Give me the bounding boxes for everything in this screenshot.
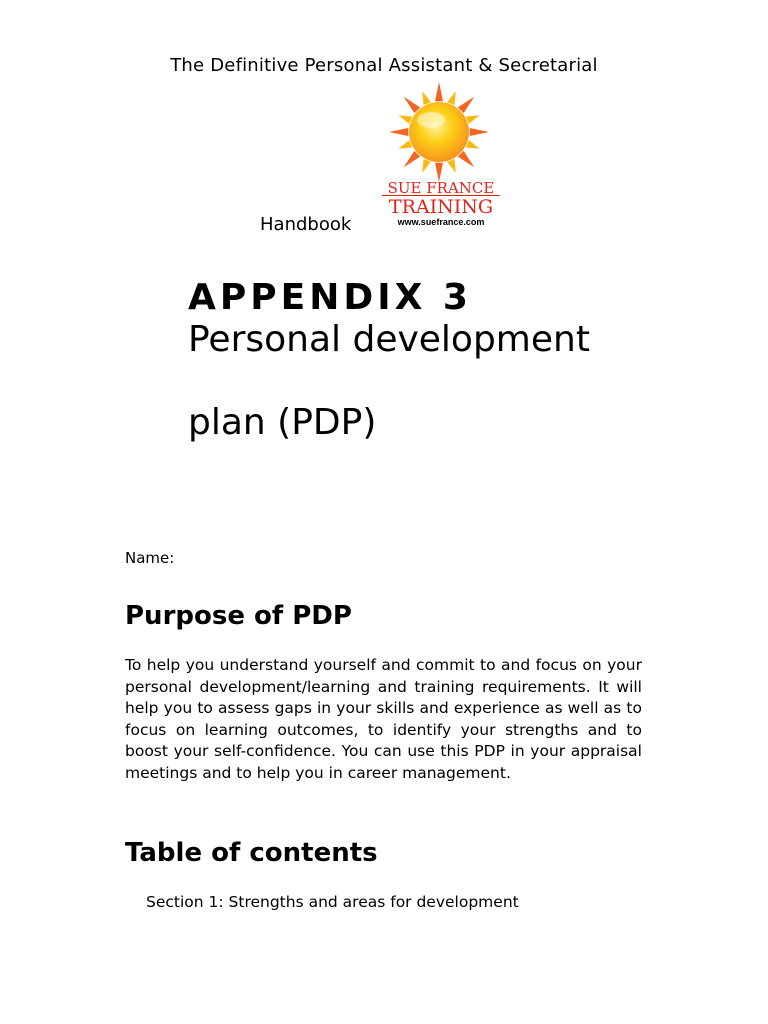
toc-item: Section 1: Strengths and areas for development: [146, 893, 519, 911]
sun-ray: [404, 97, 421, 114]
purpose-paragraph: To help you understand yourself and commit to and focus on your personal development/learning and training requirements. It will help you to assess gaps in your skills and experience as well as to focus on learning outcomes, to identify your strengths and to boost your self-confidence. You can use this PDP in your appraisal meetings and to help you in career management.: [125, 656, 642, 782]
sun-ray: [435, 82, 443, 101]
brand-website: www.suefrance.com: [397, 217, 485, 227]
sun-ray: [447, 91, 456, 105]
sun-ray: [470, 128, 489, 136]
sun-ray: [466, 140, 480, 149]
sun-ray: [404, 151, 421, 168]
sue-france-training-logo: [376, 80, 504, 232]
sun-ray: [458, 151, 475, 168]
sun-ray: [466, 115, 480, 124]
brand-name-line1: SUE FRANCE: [387, 179, 495, 197]
sun-ray: [398, 140, 412, 149]
pdp-title-line2: plan (PDP): [188, 402, 377, 443]
sun-ray: [458, 97, 475, 114]
appendix-title: APPENDIX 3: [188, 277, 472, 318]
brand-name-line2: TRAINING: [382, 195, 500, 218]
document-header-subtitle: Handbook: [260, 214, 352, 235]
toc-heading: Table of contents: [125, 838, 378, 868]
sun-ray: [447, 159, 456, 173]
sun-ray: [398, 115, 412, 124]
pdp-title-line1: Personal development: [188, 319, 590, 360]
sun-ray: [389, 128, 408, 136]
sun-ray: [422, 91, 431, 105]
sun-ray: [422, 159, 431, 173]
purpose-heading: Purpose of PDP: [125, 601, 352, 631]
document-header-title: The Definitive Personal Assistant & Secretarial: [170, 55, 598, 76]
name-field-label: Name:: [125, 549, 175, 567]
